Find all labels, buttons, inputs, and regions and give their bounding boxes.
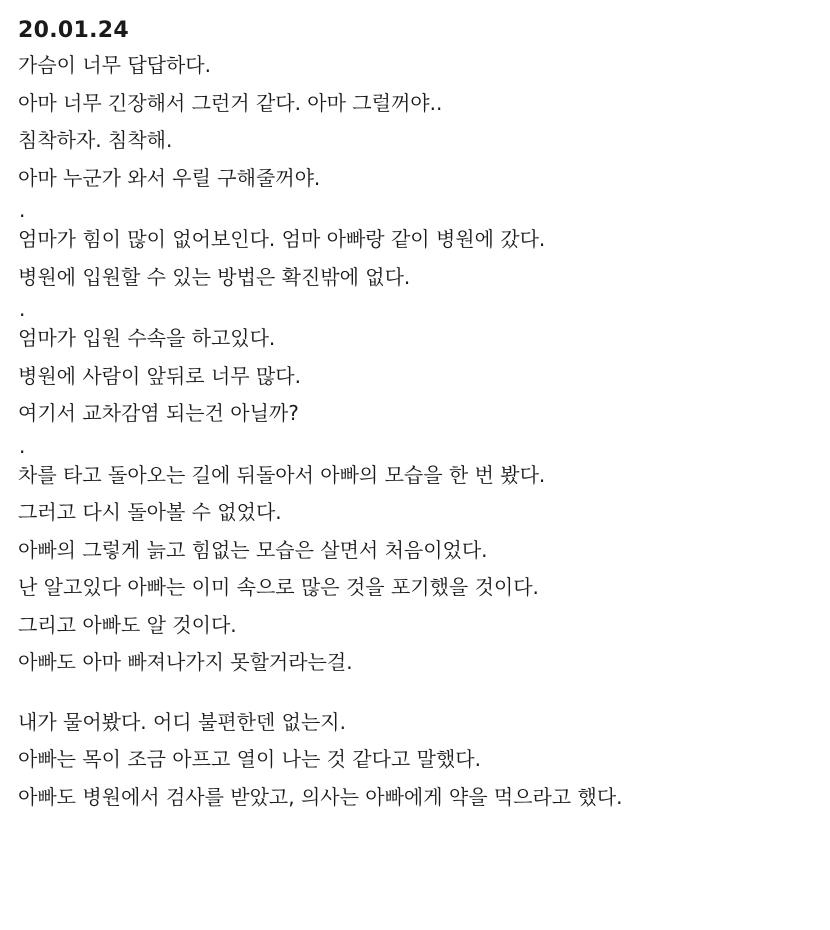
diary-line: 아빠도 병원에서 검사를 받았고, 의사는 아빠에게 약을 먹으라고 했다. [18,784,623,809]
diary-line: 난 알고있다 아빠는 이미 속으로 많은 것을 포기했을 것이다. [18,575,539,599]
diary-line: 그리고 아빠도 알 것이다. [18,612,237,637]
diary-line: 아마 너무 긴장해서 그런거 같다. 아마 그럴꺼야.. [18,90,443,115]
diary-line: 차를 타고 돌아오는 길에 뒤돌아서 아빠의 모습을 한 번 봤다. [18,462,546,487]
diary-line: 엄마가 힘이 많이 없어보인다. 엄마 아빠랑 같이 병원에 갔다. [18,227,546,251]
diary-line: 여기서 교차감염 되는건 아닐까? [18,401,299,425]
diary-line: 병원에 사람이 앞뒤로 너무 많다. [18,363,301,388]
diary-line: 그러고 다시 돌아볼 수 없었다. [18,500,282,524]
diary-page [18,14,818,821]
diary-line: 내가 물어봤다. 어디 불편한덴 없는지. [18,709,346,734]
diary-line: 병원에 입원할 수 있는 방법은 확진밖에 없다. [18,264,411,289]
diary-line: 가슴이 너무 답답하다. [18,53,211,77]
paragraph-gap [18,687,818,709]
diary-line: 침착하자. 침착해. [18,128,173,152]
separator-dot: . [19,198,26,222]
diary-body [18,52,818,811]
separator-dot: . [19,297,26,321]
diary-line: 아빠는 목이 조금 아프고 열이 나는 것 같다고 말했다. [18,747,481,771]
diary-line: 엄마가 입원 수속을 하고있다. [18,326,276,350]
diary-line: 아빠의 그렇게 늙고 힘없는 모습은 살면서 처음이었다. [18,537,488,562]
separator-dot: . [19,433,26,458]
diary-line: 아마 누군가 와서 우릴 구해줄꺼야. [18,165,321,190]
diary-date: 20.01.24 [18,18,129,43]
diary-line: 아빠도 아마 빠져나가지 못할거라는걸. [18,650,353,674]
